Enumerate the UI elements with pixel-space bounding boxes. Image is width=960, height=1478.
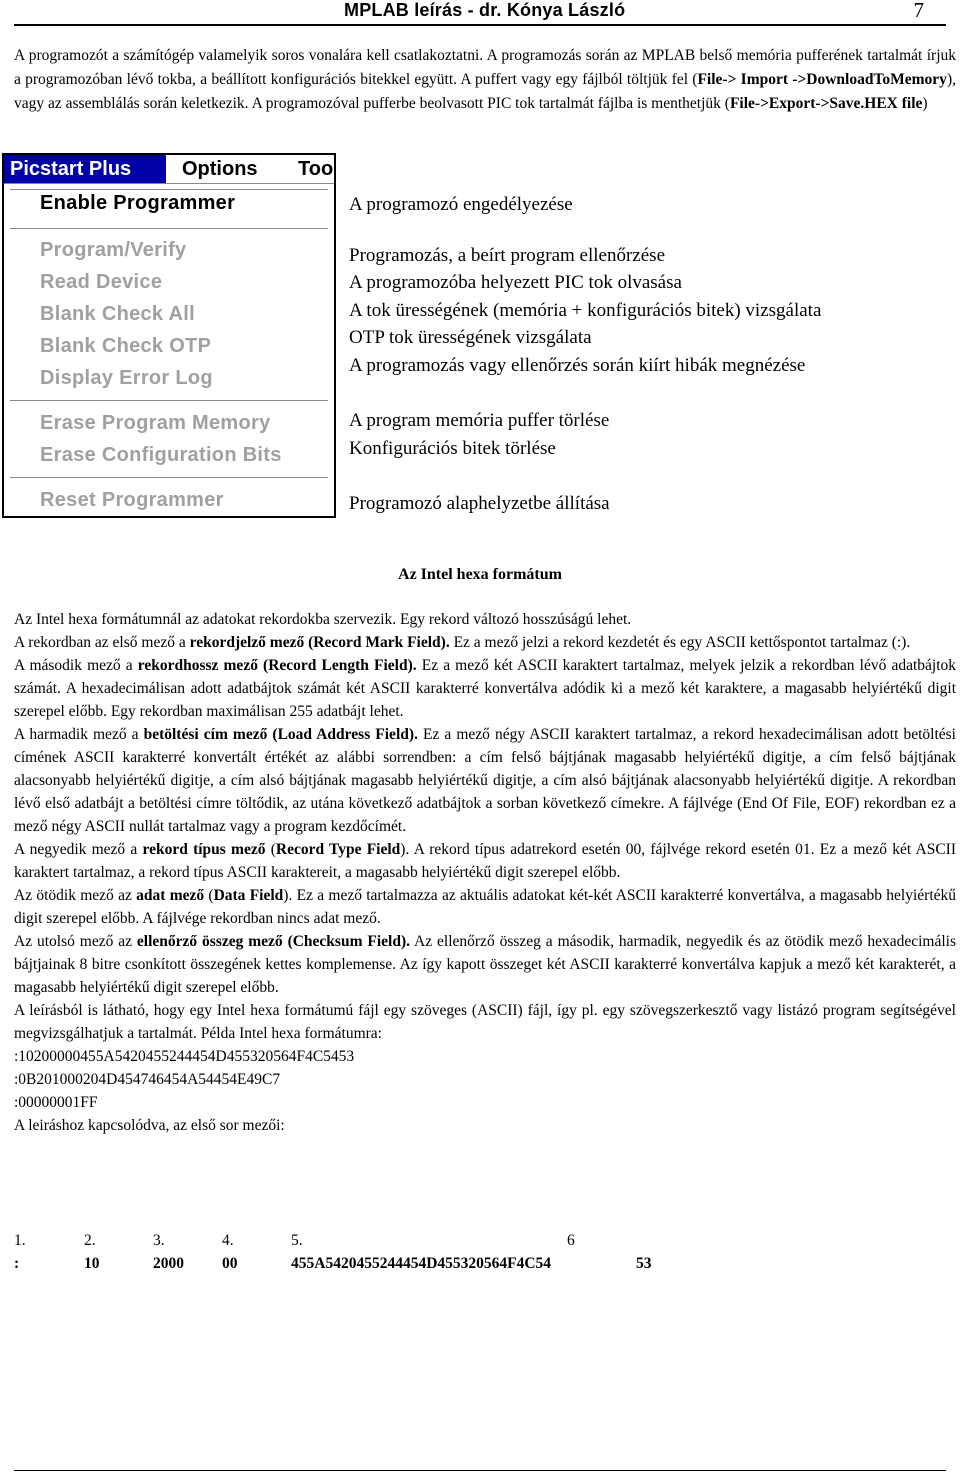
field-number: 2. <box>84 1232 96 1249</box>
paragraph: A leírásból is látható, hogy egy Intel hexa formátumú fájl egy szöveges (ASCII) fájl, így pl. egy szövegszerkesztő vagy listázó program segítségével megvizsgálhatjuk a tartalmát. Példa Intel hexa formátumra: <box>14 1002 956 1042</box>
picstart-plus-menu <box>2 153 336 518</box>
intro-paragraph: A programozót a számítógép valamelyik soros vonalára kell csatlakoztatni. A programozás során az MPLAB belső memória pufferének tartalmát írjuk a programozóban lévő tokba, a beállított konfigurációs bitekkel együtt. A puffert vagy egy fájlból töltjük fel (File-> Import ->DownloadToMemory), vagy az assemblálás során keletkezik. A programozóval pufferbe beolvasott PIC tok tartalmát fájlba is menthetjük (File->Export->Save.HEX file) <box>14 47 956 112</box>
paragraph: A második mező a rekordhossz mező (Record Length Field). Ez a mező két ASCII karaktert tartalmaz, melyek jelzik a rekordban lévő adatbájtok számát. A hexadecimálisan adott adatbájtok számát két ASCII karakterré konvertálva adódik ki a mező két karaktere, a magasabb helyiértékű digit szerepel előbb. Egy rekordban maximálisan 255 adatbájt lehet. <box>14 657 956 720</box>
desc-blank-check-otp: OTP tok ürességének vizsgálata <box>349 327 592 348</box>
field-value: 00 <box>222 1255 238 1272</box>
menu-divider <box>10 228 328 230</box>
paragraph: A leiráshoz kapcsolódva, az első sor mezői: <box>14 1117 285 1134</box>
document-title: MPLAB leírás - dr. Kónya László <box>344 0 626 20</box>
field-number: 6 <box>567 1232 575 1249</box>
section-title: Az Intel hexa formátum <box>398 566 562 583</box>
menu-item-blank-check-otp[interactable]: Blank Check OTP <box>40 335 212 357</box>
page-header <box>14 0 946 26</box>
paragraph: A rekordban az első mező a rekordjelző mező (Record Mark Field). Ez a mező jelzi a rekord kezdetét és egy ASCII kettőspontot tartalmaz (:). <box>14 634 911 651</box>
menu-item-display-error-log[interactable]: Display Error Log <box>40 367 213 389</box>
menu-divider <box>10 189 328 191</box>
field-value: 53 <box>636 1255 652 1272</box>
menu-item-reset-programmer[interactable]: Reset Programmer <box>40 489 224 511</box>
menu-divider <box>10 400 328 402</box>
desc-program-verify: Programozás, a beírt program ellenőrzése <box>349 245 666 266</box>
menu-item-program-verify[interactable]: Program/Verify <box>40 239 187 261</box>
menu-divider <box>10 477 328 479</box>
paragraph: A negyedik mező a rekord típus mező (Record Type Field). A rekord típus adatrekord esetén 00, fájlvége rekord esetén 01. Ez a mező két ASCII karaktert tartalmaz, a rekord típus ASCII karaktereit, a magasabb helyiértékű digit szerepel előbb. <box>14 841 956 881</box>
field-value: 455A5420455244454D455320564F4C54 <box>291 1255 552 1272</box>
hex-line: :00000001FF <box>14 1094 98 1111</box>
menu-item-blank-check-all[interactable]: Blank Check All <box>40 303 195 325</box>
field-number: 5. <box>291 1232 303 1249</box>
menu-options[interactable]: Options <box>182 158 258 180</box>
menu-tools[interactable]: Too <box>298 158 334 180</box>
paragraph: A harmadik mező a betöltési cím mező (Load Address Field). Ez a mező négy ASCII karaktert tartalmaz, a rekord hexadecimálisan adott betöltési címének ASCII karakterré konvertált értékét az alábbi sorrendben: a cím felső bájtjának magasabb helyiértékű digitje, a cím felső bájtjának alacsonyabb helyiértékű digitje, a cím alsó bájtjának magasabb helyiértékű digitje, a cím alsó bájtjának alacsonyabb helyiértékű digitje. A rekordban lévő első adatbájt a betöltési címre töltődik, az utána következő adatbájtok a sorban következő címekre. A fájlvége (End Of File, EOF) rekordban ez a mező négy ASCII nullát tartalmaz vagy a program kezdőcímét. <box>14 726 956 835</box>
field-number: 3. <box>153 1232 165 1249</box>
menu-item-enable-programmer[interactable]: Enable Programmer <box>40 192 236 214</box>
menu-item-read-device[interactable]: Read Device <box>40 271 163 293</box>
desc-enable-programmer: A programozó engedélyezése <box>349 194 573 215</box>
menu-item-erase-configuration-bits[interactable]: Erase Configuration Bits <box>40 444 282 466</box>
footer-rule <box>14 1470 946 1471</box>
field-number: 4. <box>222 1232 234 1249</box>
desc-display-error-log: A programozás vagy ellenőrzés során kiírt hibák megnézése <box>349 355 806 376</box>
desc-erase-configuration-bits: Konfigurációs bitek törlése <box>349 438 556 459</box>
paragraph: Az utolsó mező az ellenőrző összeg mező (Checksum Field). Az ellenőrző összeg a második, harmadik, negyedik és az ötödik mező hexadecimális bájtjainak 8 bitre csonkított összegének kettes komplemense. Az így kapott összeget két ASCII karakterré konvertálva kapjuk a mező két karakterét, a magasabb helyiértékű digit szerepel előbb. <box>14 933 956 996</box>
desc-blank-check-all: A tok ürességének (memória + konfigurációs bitek) vizsgálata <box>349 300 822 321</box>
field-number: 1. <box>14 1232 26 1249</box>
hex-line: :0B201000204D454746454A54454E49C7 <box>14 1071 281 1088</box>
menu-picstart-plus[interactable]: Picstart Plus <box>4 155 166 183</box>
menu-bar <box>4 155 334 184</box>
desc-reset-programmer: Programozó alaphelyzetbe állítása <box>349 493 610 514</box>
intel-hex-description <box>14 608 956 1137</box>
page-number: 7 <box>913 0 924 22</box>
field-value: : <box>14 1255 20 1272</box>
desc-read-device: A programozóba helyezett PIC tok olvasása <box>349 272 682 293</box>
desc-erase-program-memory: A program memória puffer törlése <box>349 410 610 431</box>
paragraph: Az ötödik mező az adat mező (Data Field). Ez a mező tartalmazza az aktuális adatokat két-két ASCII karakterré konvertálva, a magasabb helyiértékű digit szerepel előbb. A fájlvége rekordban nincs adat mező. <box>14 887 957 927</box>
menu-item-erase-program-memory[interactable]: Erase Program Memory <box>40 412 271 434</box>
field-value: 2000 <box>153 1255 184 1272</box>
hex-line: :10200000455A5420455244454D455320564F4C5453 <box>14 1048 355 1065</box>
paragraph: Az Intel hexa formátumnál az adatokat rekordokba szervezik. Egy rekord változó hosszúságú lehet. <box>14 611 632 628</box>
field-value: 10 <box>84 1255 100 1272</box>
